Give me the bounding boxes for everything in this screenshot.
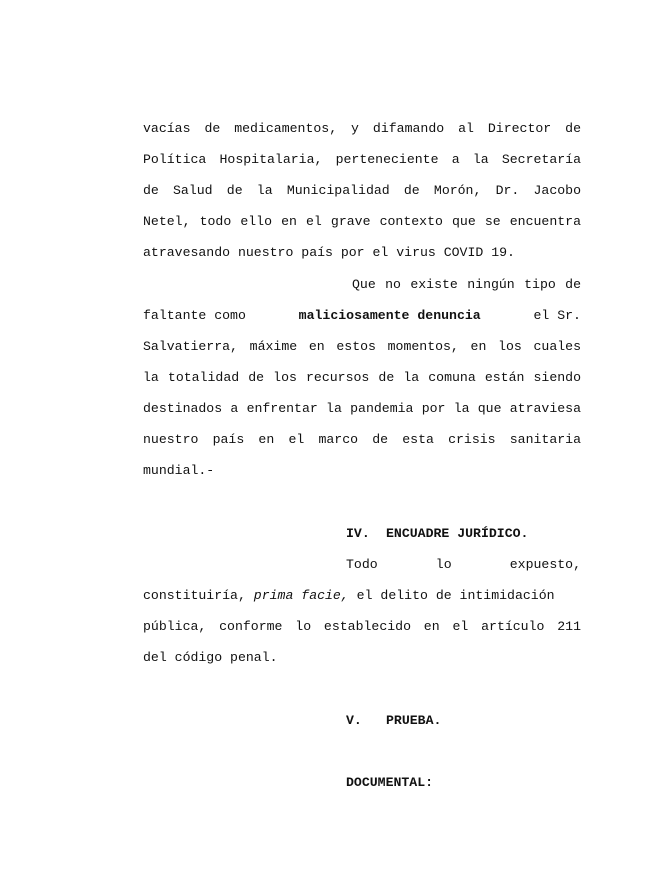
section-heading bbox=[346, 713, 581, 729]
text-span: el Sr. bbox=[525, 308, 581, 323]
body-text-line: Todo lo expuesto, bbox=[346, 557, 581, 572]
text-span: el delito de intimidación bbox=[348, 588, 555, 603]
body-text-line: del código penal. bbox=[143, 650, 278, 665]
body-text-line: Salvatierra, máxime en estos momentos, en los cuales bbox=[143, 339, 581, 354]
section-heading bbox=[346, 526, 581, 542]
section-number: IV. bbox=[346, 526, 370, 541]
body-text-line bbox=[143, 588, 581, 604]
body-text-line: pública, conforme lo establecido en el artículo 211 bbox=[143, 619, 581, 634]
text-span: faltante como bbox=[143, 308, 254, 323]
body-text-line: de Salud de la Municipalidad de Morón, Dr. Jacobo bbox=[143, 183, 581, 198]
body-text-line: nuestro país en el marco de esta crisis sanitaria bbox=[143, 432, 581, 447]
text-span: constituiría, bbox=[143, 588, 254, 603]
italic-text: prima facie, bbox=[253, 588, 349, 603]
subsection-heading: DOCUMENTAL: bbox=[346, 775, 434, 790]
body-text-line: mundial.- bbox=[143, 463, 215, 478]
section-title: ENCUADRE JURÍDICO. bbox=[386, 526, 529, 541]
body-text-line: vacías de medicamentos, y difamando al Director de bbox=[143, 121, 581, 136]
body-text-line bbox=[143, 308, 581, 324]
section-number: V. bbox=[346, 713, 362, 728]
body-text-line: destinados a enfrentar la pandemia por la que atraviesa bbox=[143, 401, 581, 416]
section-title: PRUEBA. bbox=[386, 713, 442, 728]
body-text-line: Netel, todo ello en el grave contexto que se encuentra bbox=[143, 214, 581, 229]
bold-text: maliciosamente denuncia bbox=[298, 308, 481, 323]
body-text-line: la totalidad de los recursos de la comuna están siendo bbox=[143, 370, 581, 385]
body-text-line: Política Hospitalaria, perteneciente a la Secretaría bbox=[143, 152, 581, 167]
body-text-line: atravesando nuestro país por el virus COVID 19. bbox=[143, 245, 515, 260]
body-text-line: Que no existe ningún tipo de bbox=[352, 277, 581, 292]
